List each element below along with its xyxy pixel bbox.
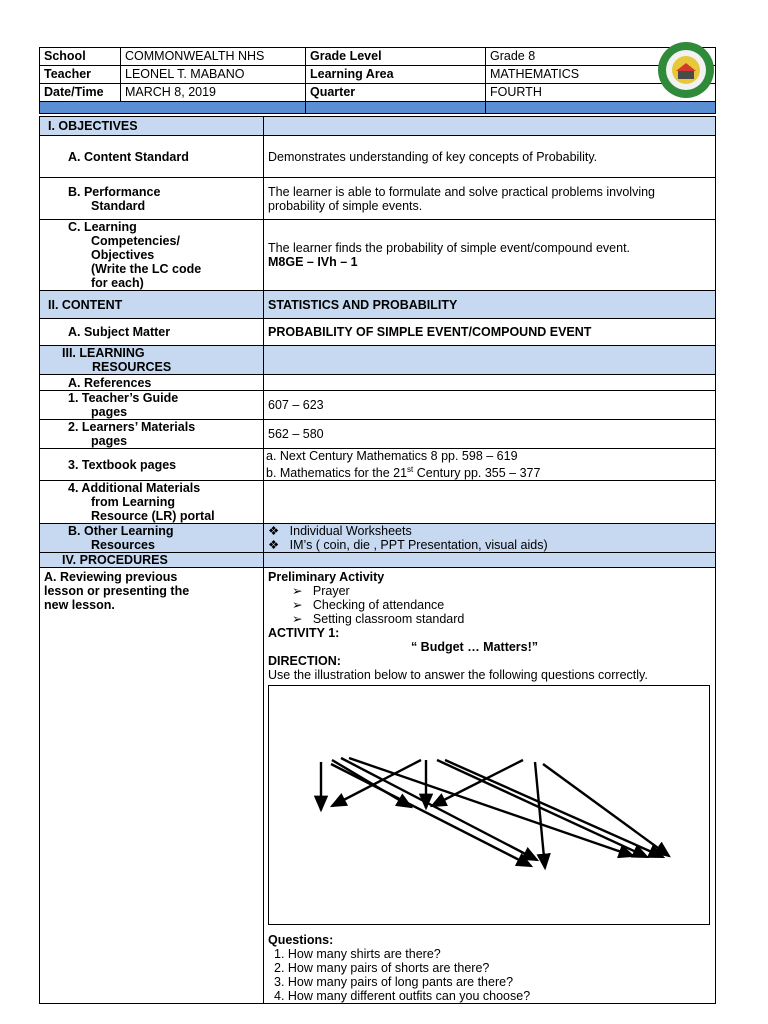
content-standard-label: A. Content Standard	[40, 136, 264, 178]
school-seal-icon	[656, 40, 716, 100]
learning-competencies-value: The learner finds the probability of simple event/compound event. M8GE – IVh – 1	[264, 220, 716, 291]
school-label: School	[40, 48, 121, 66]
date-value: MARCH 8, 2019	[121, 84, 306, 102]
school-value: COMMONWEALTH NHS	[121, 48, 306, 66]
list-item: 4. How many different outfits can you choose?	[274, 989, 531, 1004]
header-divider	[40, 102, 716, 114]
learning-resources-heading: III. LEARNING RESOURCES	[40, 346, 264, 375]
learners-materials-label: 2. Learners’ Materials pages	[40, 420, 264, 449]
diamond-bullet-icon: ❖	[268, 524, 280, 539]
procedures-heading: IV. PROCEDURES	[40, 553, 264, 568]
other-resources-label: B. Other Learning Resources	[40, 524, 264, 553]
outfit-illustration	[268, 685, 710, 925]
arrow-bullet-icon: ➢	[292, 598, 303, 613]
performance-standard-label: B. Performance Standard	[40, 178, 264, 220]
header-table	[39, 47, 716, 114]
preliminary-activity-title: Preliminary Activity	[268, 570, 385, 585]
teachers-guide-label: 1. Teacher’s Guide pages	[40, 391, 264, 420]
references-label: A. References	[40, 375, 264, 391]
diamond-bullet-icon: ❖	[268, 538, 280, 553]
reviewing-lesson-label: A. Reviewing previous lesson or presenting the new lesson.	[40, 568, 264, 1004]
list-item: 2. How many pairs of shorts are there?	[274, 961, 490, 976]
list-item: 1. How many shirts are there?	[274, 947, 441, 962]
list-item: 3. How many pairs of long pants are there?	[274, 975, 514, 990]
textbook-pages-label: 3. Textbook pages	[40, 449, 264, 481]
content-heading-value: STATISTICS AND PROBABILITY	[264, 291, 716, 319]
subject-matter-value: PROBABILITY OF SIMPLE EVENT/COMPOUND EVENT	[264, 319, 716, 346]
area-value: MATHEMATICS	[486, 66, 716, 84]
list-item: ➢ Prayer	[292, 584, 350, 599]
tree-arrows-diagram	[269, 686, 709, 924]
arrow-bullet-icon: ➢	[292, 612, 303, 627]
teacher-value: LEONEL T. MABANO	[121, 66, 306, 84]
performance-standard-value: The learner is able to formulate and solve practical problems involving probability of simple events.	[264, 178, 716, 220]
list-item: ➢ Setting classroom standard	[292, 612, 465, 627]
list-item: ➢ Checking of attendance	[292, 598, 445, 613]
quarter-value: FOURTH	[486, 84, 716, 102]
learners-materials-value: 562 – 580	[264, 420, 716, 449]
area-label: Learning Area	[306, 66, 486, 84]
date-label: Date/Time	[40, 84, 121, 102]
textbook-pages-value: a. Next Century Mathematics 8 pp. 598 – 619 b. Mathematics for the 21st Century pp. 355 – 377	[264, 449, 716, 481]
other-resources-value: ❖ Individual Worksheets ❖ IM’s ( coin, die , PPT Presentation, visual aids)	[264, 524, 716, 553]
grade-value: Grade 8	[486, 48, 716, 66]
teacher-label: Teacher	[40, 66, 121, 84]
arrow-bullet-icon: ➢	[292, 584, 303, 599]
activity-title: ACTIVITY 1:	[268, 626, 340, 641]
lc-code: M8GE – IVh – 1	[268, 255, 358, 269]
quarter-label: Quarter	[306, 84, 486, 102]
grade-label: Grade Level	[306, 48, 486, 66]
additional-materials-label: 4. Additional Materials from Learning Resource (LR) portal	[40, 481, 264, 524]
procedures-content	[264, 568, 716, 1004]
direction-text: Use the illustration below to answer the following questions correctly.	[268, 668, 648, 683]
learning-competencies-label: C. Learning Competencies/ Objectives (Write the LC code for each)	[40, 220, 264, 291]
content-heading: II. CONTENT	[40, 291, 264, 319]
preliminary-list	[268, 584, 711, 626]
questions-title: Questions:	[268, 933, 334, 948]
teachers-guide-value: 607 – 623	[264, 391, 716, 420]
content-standard-value: Demonstrates understanding of key concepts of Probability.	[264, 136, 716, 178]
lesson-plan-table	[39, 116, 716, 1004]
objectives-heading: I. OBJECTIVES	[40, 117, 264, 136]
activity-name: “ Budget … Matters!”	[410, 640, 539, 655]
direction-title: DIRECTION:	[268, 654, 341, 669]
questions-list	[268, 947, 711, 1003]
subject-matter-label: A. Subject Matter	[40, 319, 264, 346]
